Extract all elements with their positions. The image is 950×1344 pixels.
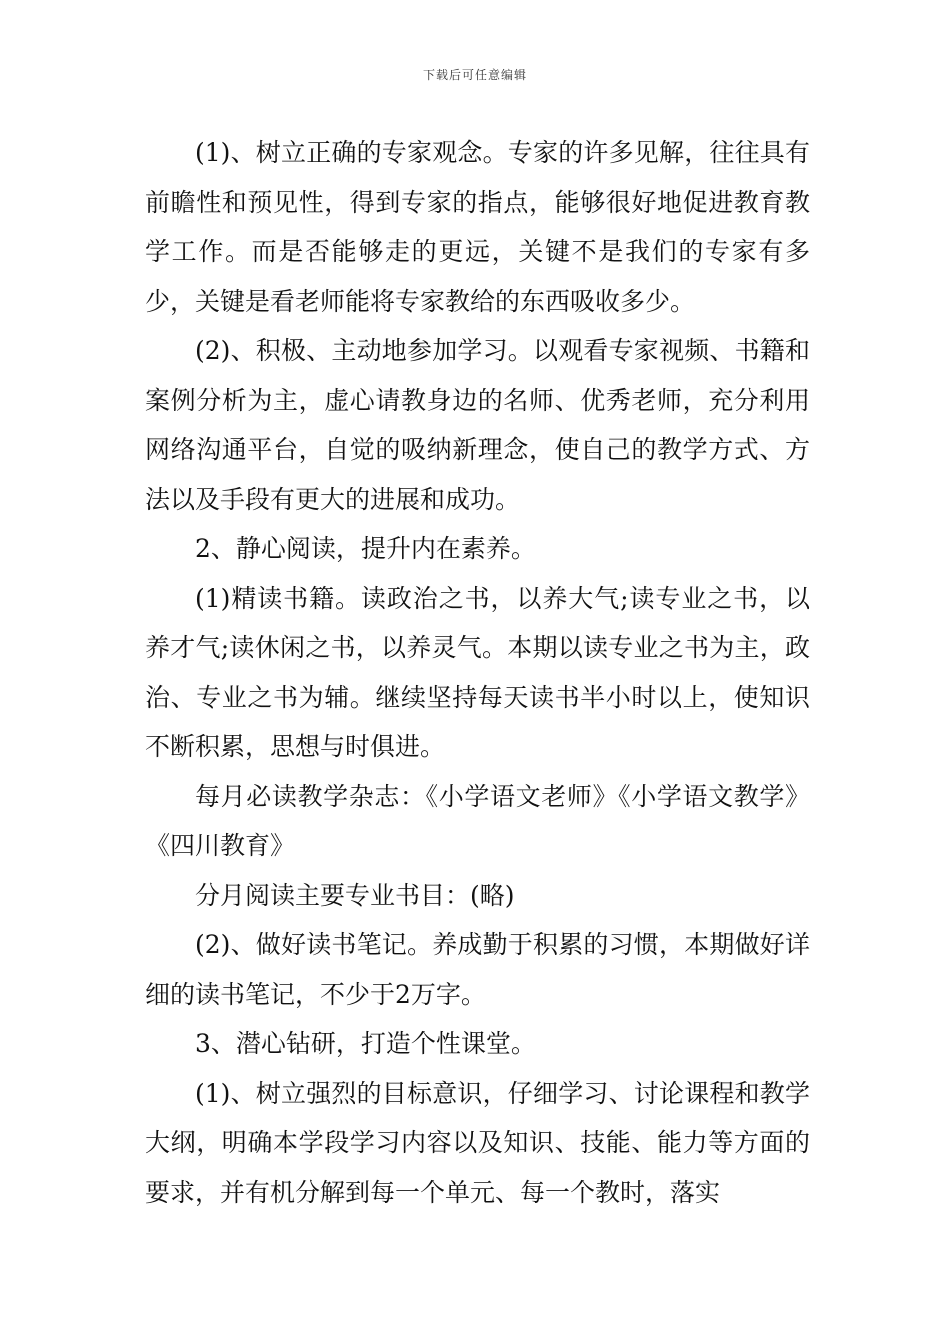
- paragraph-expert-concept: (1)、树立正确的专家观念。专家的许多见解，往往具有前瞻性和预见性，得到专家的指点，能够很好地促进教育教学工作。而是否能够走的更远，关键不是我们的专家有多少，关键是看老师能将专家教给的东西吸收多少。: [145, 138, 810, 316]
- heading-personal-classroom: 3、潜心钻研，打造个性课堂。: [195, 1029, 536, 1058]
- paragraph-monthly-magazines: 每月必读教学杂志：《小学语文老师》《小学语文教学》《四川教育》: [145, 781, 810, 860]
- document-body: [145, 128, 810, 1217]
- paragraph-monthly-booklist: 分月阅读主要专业书目：(略): [195, 880, 515, 910]
- paragraph-goal-awareness: (1)、树立强烈的目标意识，仔细学习、讨论课程和教学大纲，明确本学段学习内容以及知识、技能、能力等方面的要求，并有机分解到每一个单元、每一个教时，落实: [145, 1078, 810, 1207]
- paragraph-reading-notes: (2)、做好读书笔记。养成勤于积累的习惯，本期做好详细的读书笔记，不少于2万字。: [145, 930, 810, 1009]
- paragraph-active-learning: (2)、积极、主动地参加学习。以观看专家视频、书籍和案例分析为主，虚心请教身边的名师、优秀老师，充分利用网络沟通平台，自觉的吸纳新理念，使自己的教学方式、方法以及手段有更大的进展和成功。: [145, 336, 810, 514]
- page-header-note: 下载后可任意编辑: [422, 68, 527, 82]
- heading-quiet-reading: 2、静心阅读，提升内在素养。: [195, 534, 536, 563]
- paragraph-intensive-reading: (1)精读书籍。读政治之书，以养大气;读专业之书，以养才气;读休闲之书，以养灵气。本期以读专业之书为主，政治、专业之书为辅。继续坚持每天读书半小时以上，使知识不断积累，思想与时俱进。: [145, 583, 810, 761]
